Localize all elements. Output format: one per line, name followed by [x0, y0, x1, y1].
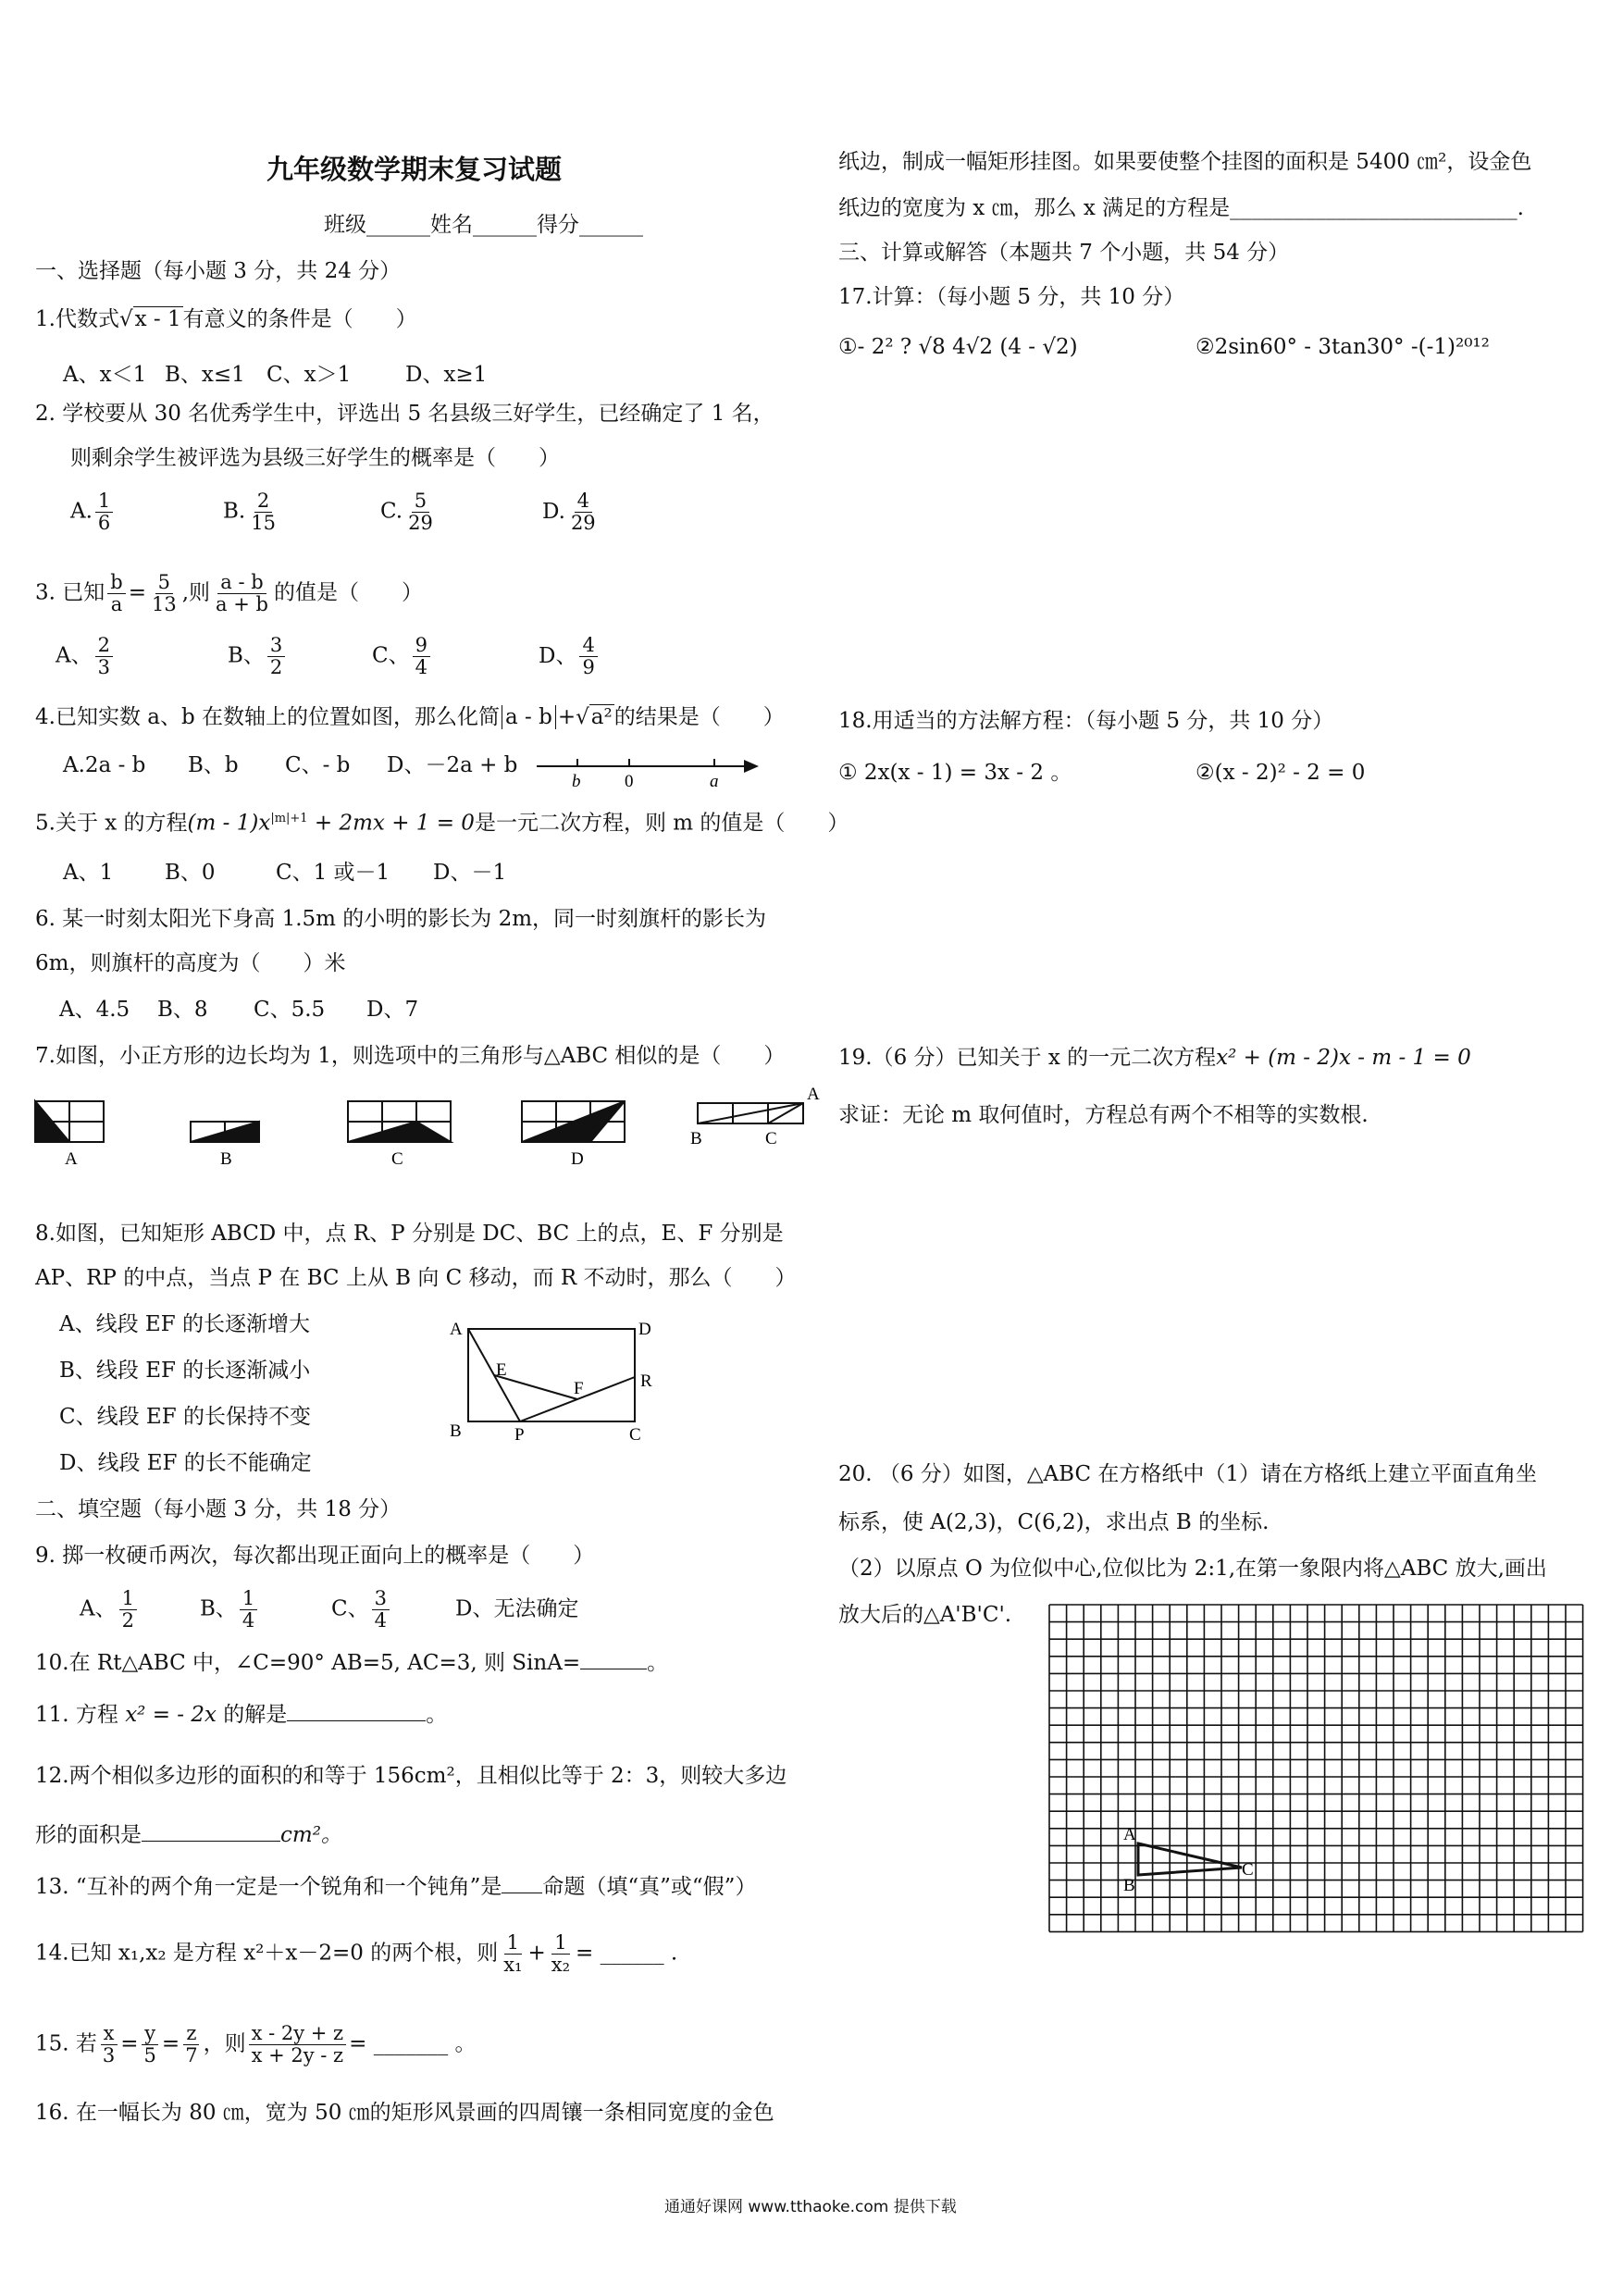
- q9-option-d: D、无法确定: [455, 1596, 579, 1621]
- q4-option-c: C、- b: [285, 753, 351, 777]
- q3-opt-d-fraction: $\frac{4}{9}$: [579, 635, 597, 678]
- q9-opt-a-fraction: $\frac{1}{2}$: [119, 1588, 137, 1632]
- question-20-line-3: （2）以原点 O 为位似中心,位似比为 2:1,在第一象限内将△ABC 放大,画出: [838, 1557, 1547, 1581]
- question-18: 18.用适当的方法解方程：（每小题 5 分，共 10 分）: [838, 709, 1334, 733]
- q3-stem-a: 3. 已知: [35, 580, 105, 605]
- svg-text:E: E: [496, 1360, 507, 1380]
- q8-option-c: C、线段 EF 的长保持不变: [59, 1405, 311, 1429]
- question-2-line-2: 则剩余学生被评选为县级三好学生的概率是（ ）: [70, 446, 560, 470]
- q15-answer-blank[interactable]: = _______ 。: [349, 2031, 477, 2056]
- q7-figure-c: [348, 1101, 451, 1142]
- q6-options: [59, 996, 418, 1024]
- q5-equation: (m - 1)x: [187, 811, 271, 836]
- q19-equation: x² + (m - 2)x - m - 1 = 0: [1216, 1046, 1471, 1070]
- question-5: [35, 805, 849, 838]
- q6-option-c: C、5.5: [254, 998, 326, 1022]
- label-b: b: [572, 772, 581, 788]
- svg-text:P: P: [514, 1425, 525, 1444]
- question-8-line-2: AP、RP 的中点，当点 P 在 BC 上从 B 向 C 移动，而 R 不动时，那么（ ）: [35, 1266, 797, 1290]
- question-11: 11. 方程 x² = - 2x 的解是 。: [35, 1703, 448, 1727]
- question-9: 9. 掷一枚硬币两次，每次都出现正面向上的概率是（ ）: [35, 1544, 595, 1568]
- q2-opt-a-prefix: A.: [70, 499, 93, 524]
- q6-option-d: D、7: [366, 998, 419, 1022]
- q15-fraction-expression: $\frac{x - 2y + z}{x + 2y - z}$: [249, 2023, 347, 2066]
- q1-options: [63, 361, 487, 389]
- q7-label-a: A: [65, 1149, 78, 1168]
- q1-stem-a: 1.代数式: [35, 307, 119, 331]
- q2-opt-a-fraction: $\frac{1}{6}$: [95, 490, 113, 534]
- q2-opt-b-fraction: $\frac{2}{15}$: [251, 490, 276, 534]
- q4-stem-b: 的结果是（ ）: [613, 705, 785, 729]
- question-20-line-1: 20. （6 分）如图，△ABC 在方格纸中（1）请在方格纸上建立平面直角坐: [838, 1462, 1538, 1486]
- question-20-line-2: 标系，使 A(2,3)，C(6,2)，求出点 B 的坐标.: [838, 1510, 1270, 1534]
- question-2-line-1: 2. 学校要从 30 名优秀学生中，评选出 5 名县级三好学生，已经确定了 1 名，: [35, 402, 774, 426]
- q1-option-c: C、x＞1: [266, 363, 352, 387]
- svg-text:C: C: [629, 1425, 641, 1444]
- q7-ref-label-c: C: [765, 1129, 777, 1148]
- q11-answer-blank[interactable]: [287, 1720, 426, 1721]
- q7-ref-label-a: A: [807, 1085, 820, 1104]
- q3-fraction-b-over-a: $\frac{b}{a}$: [107, 572, 125, 615]
- q2-opt-c-prefix: C.: [380, 499, 403, 524]
- q11-equation: x² = - 2x: [125, 1703, 217, 1727]
- q8-option-d: D、线段 EF 的长不能确定: [59, 1451, 312, 1475]
- question-12-line-2: 形的面积是 cm²。: [35, 1823, 342, 1847]
- question-16-line-3: 纸边的宽度为 x ㎝，那么 x 满足的方程是___________________________.: [838, 196, 1524, 220]
- question-6-line-2: 6m，则旗杆的高度为（ ）米: [35, 951, 346, 975]
- question-7: 7.如图，小正方形的边长均为 1，则选项中的三角形与△ABC 相似的是（ ）: [35, 1044, 786, 1068]
- q17-part-1: ①- 2² ? √8 4√2 (4 - √2): [838, 335, 1078, 359]
- label-a: a: [710, 772, 719, 788]
- label-zero: 0: [625, 772, 634, 788]
- q5-option-a: A、1: [63, 861, 114, 885]
- q4-stem-a: 4.已知实数 a、b 在数轴上的位置如图，那么化简: [35, 705, 501, 729]
- question-6-line-1: 6. 某一时刻太阳光下身高 1.5m 的小明的影长为 2m，同一时刻旗杆的影长为: [35, 907, 767, 931]
- q14-fraction-2: $\frac{1}{\text{x₂}}$: [551, 1931, 571, 1976]
- q6-option-b: B、8: [157, 998, 208, 1022]
- q7-label-d: D: [571, 1149, 584, 1168]
- q2-opt-d-prefix: D.: [542, 499, 565, 524]
- q14-answer-blank[interactable]: ______ .: [600, 1941, 678, 1966]
- q3-opt-c-fraction: $\frac{9}{4}$: [413, 635, 430, 678]
- question-12-line-1: 12.两个相似多边形的面积的和等于 156cm²，且相似比等于 2：3，则较大多边: [35, 1764, 787, 1788]
- q1-option-b: B、x≤1: [165, 363, 245, 387]
- q7-figures: [28, 1083, 824, 1168]
- q4-option-d: D、－2a + b: [387, 753, 518, 777]
- q1-stem-b: 有意义的条件是（ ）: [182, 307, 417, 331]
- svg-text:F: F: [574, 1379, 584, 1398]
- q7-figure-d: [522, 1101, 625, 1142]
- q6-option-a: A、4.5: [59, 998, 130, 1022]
- q8-option-b: B、线段 EF 的长逐渐减小: [59, 1359, 311, 1383]
- question-1: 1.代数式√x - 1有意义的条件是（ ）: [35, 307, 417, 331]
- q5-option-b: B、0: [165, 861, 216, 885]
- q3-fraction-expression: $\frac{a - b}{a + b}$: [216, 571, 268, 615]
- q18-part-1: ① 2x(x - 1) = 3x - 2 。: [838, 761, 1072, 785]
- number-line-figure: [537, 748, 759, 788]
- number-line-arrow-icon: [744, 760, 759, 773]
- q4-radicand: a²: [590, 705, 613, 729]
- q2-options: [70, 490, 601, 534]
- question-19: 19.（6 分）已知关于 x 的一元二次方程x² + (m - 2)x - m - 1 = 0: [838, 1046, 1471, 1070]
- question-3: 3. 已知 $\frac{b}{a}$ = $\frac{5}{13}$ ,则 $\frac{a - b}{a + b}$ 的值是（ ）: [35, 571, 423, 615]
- question-19-proof: 求证：无论 m 取何值时，方程总有两个不相等的实数根.: [838, 1103, 1369, 1127]
- q9-opt-b-fraction: $\frac{1}{4}$: [240, 1588, 257, 1632]
- q17-part-2: ②2sin60° - 3tan30° -(-1)²⁰¹²: [1196, 335, 1490, 359]
- q5-options: [63, 859, 506, 887]
- q1-option-d: D、x≥1: [405, 363, 488, 387]
- question-8-line-1: 8.如图，已知矩形 ABCD 中，点 R、P 分别是 DC、BC 上的点，E、F 分别是: [35, 1222, 784, 1246]
- q3-opt-a-fraction: $\frac{2}{3}$: [95, 635, 113, 678]
- q7-ref-label-b: B: [690, 1129, 702, 1148]
- question-20-line-4: 放大后的△A'B'C'.: [838, 1603, 1012, 1627]
- q3-fraction-5-13: $\frac{5}{13}$: [152, 571, 177, 615]
- grid-label-b: B: [1123, 1876, 1135, 1895]
- triangle-abc: [1138, 1843, 1242, 1875]
- q2-opt-b-prefix: B.: [223, 499, 246, 524]
- q8-option-a: A、线段 EF 的长逐渐增大: [59, 1312, 310, 1336]
- q9-options: A、 $\frac{1}{2}$ B、 $\frac{1}{4}$ C、 $\frac{3}{4}$ D、无法确定: [80, 1587, 579, 1632]
- q3-stem-c: 的值是（ ）: [273, 580, 423, 605]
- q3-opt-b-fraction: $\frac{3}{2}$: [267, 635, 285, 678]
- q7-figure-a: [35, 1101, 104, 1142]
- svg-text:R: R: [640, 1371, 652, 1391]
- question-13: 13. “互补的两个角一定是一个锐角和一个钝角”是 命题（填“真”或“假”）: [35, 1875, 757, 1899]
- grid-label-c: C: [1242, 1860, 1254, 1880]
- q3-options: A、 $\frac{2}{3}$ B、 $\frac{3}{2}$ C、 $\frac{9}{4}$ D、 $\frac{4}{9}$: [56, 635, 601, 678]
- q1-radicand: x - 1: [134, 307, 181, 331]
- q5-stem-b: 是一元二次方程，则 m 的值是（ ）: [474, 811, 849, 836]
- q9-opt-c-fraction: $\frac{3}{4}$: [372, 1588, 390, 1632]
- q18-part-2: ②(x - 2)² - 2 = 0: [1196, 761, 1366, 785]
- page-title: 九年级数学期末复习试题: [266, 154, 563, 185]
- svg-text:B: B: [450, 1421, 462, 1441]
- question-4: 4.已知实数 a、b 在数轴上的位置如图，那么化简 a - b +√a²的结果是（ ）: [35, 705, 785, 729]
- q5-exponent: |m|+1: [270, 812, 308, 825]
- header-fields: 班级______姓名______得分______: [324, 213, 643, 237]
- q2-opt-d-fraction: $\frac{4}{29}$: [570, 490, 596, 534]
- section-2-heading: 二、填空题（每小题 3 分，共 18 分）: [35, 1497, 402, 1521]
- q4-option-b: B、b: [188, 753, 239, 777]
- question-10: 10.在 Rt△ABC 中，∠C=90° AB=5, AC=3, 则 SinA= 。: [35, 1651, 669, 1675]
- question-15: 15. 若 $\frac{x}{3}$ = $\frac{y}{5}$ = $\frac{z}{7}$ ，则 $\frac{x - 2y + z}{x + 2y - z}$ = _______ 。: [35, 2022, 477, 2066]
- svg-text:A: A: [450, 1320, 463, 1339]
- q4-options: [63, 751, 517, 779]
- svg-text:D: D: [638, 1320, 651, 1339]
- question-16-line-1: 16. 在一幅长为 80 ㎝，宽为 50 ㎝的矩形风景画的四周镶一条相同宽度的金色: [35, 2101, 774, 2125]
- q4-option-a: A.2a - b: [63, 753, 146, 777]
- q2-opt-c-fraction: $\frac{5}{29}$: [408, 490, 433, 534]
- q5-option-d: D、－1: [433, 861, 507, 885]
- q20-grid-paper[interactable]: [1046, 1601, 1601, 1953]
- question-14: 14.已知 x₁,x₂ 是方程 x²＋x－2=0 的两个根，则 $\frac{1}{\text{x₁}}$ + $\frac{1}{\text{x₂}}$ = ______ .: [35, 1931, 678, 1976]
- q8-rectangle-figure: [440, 1312, 672, 1444]
- page-footer: 通通好课网 www.tthaoke.com 提供下载: [664, 2198, 957, 2216]
- q5-stem-a: 5.关于 x 的方程: [35, 811, 188, 836]
- q1-option-a: A、x＜1: [63, 363, 147, 387]
- q5-equation-rest: + 2mx + 1 = 0: [307, 811, 475, 836]
- q7-label-b: B: [220, 1149, 232, 1168]
- q4-absolute-value: a - b: [502, 705, 556, 729]
- q14-fraction-1: $\frac{1}{\text{x₁}}$: [503, 1931, 523, 1976]
- q7-label-c: C: [391, 1149, 403, 1168]
- q7-figure-b: [191, 1122, 259, 1142]
- section-1-heading: 一、选择题（每小题 3 分，共 24 分）: [35, 259, 402, 283]
- q12-answer-blank[interactable]: [142, 1841, 280, 1842]
- q7-reference-triangle: [698, 1103, 803, 1123]
- q5-option-c: C、1 或－1: [276, 861, 390, 885]
- section-3-heading: 三、计算或解答（本题共 7 个小题，共 54 分）: [838, 241, 1290, 265]
- grid-label-a: A: [1123, 1825, 1136, 1844]
- question-17: 17.计算：（每小题 5 分，共 10 分）: [838, 285, 1185, 309]
- question-16-line-2: 纸边，制成一幅矩形挂图。如果要使整个挂图的面积是 5400 ㎝²，设金色: [838, 150, 1532, 174]
